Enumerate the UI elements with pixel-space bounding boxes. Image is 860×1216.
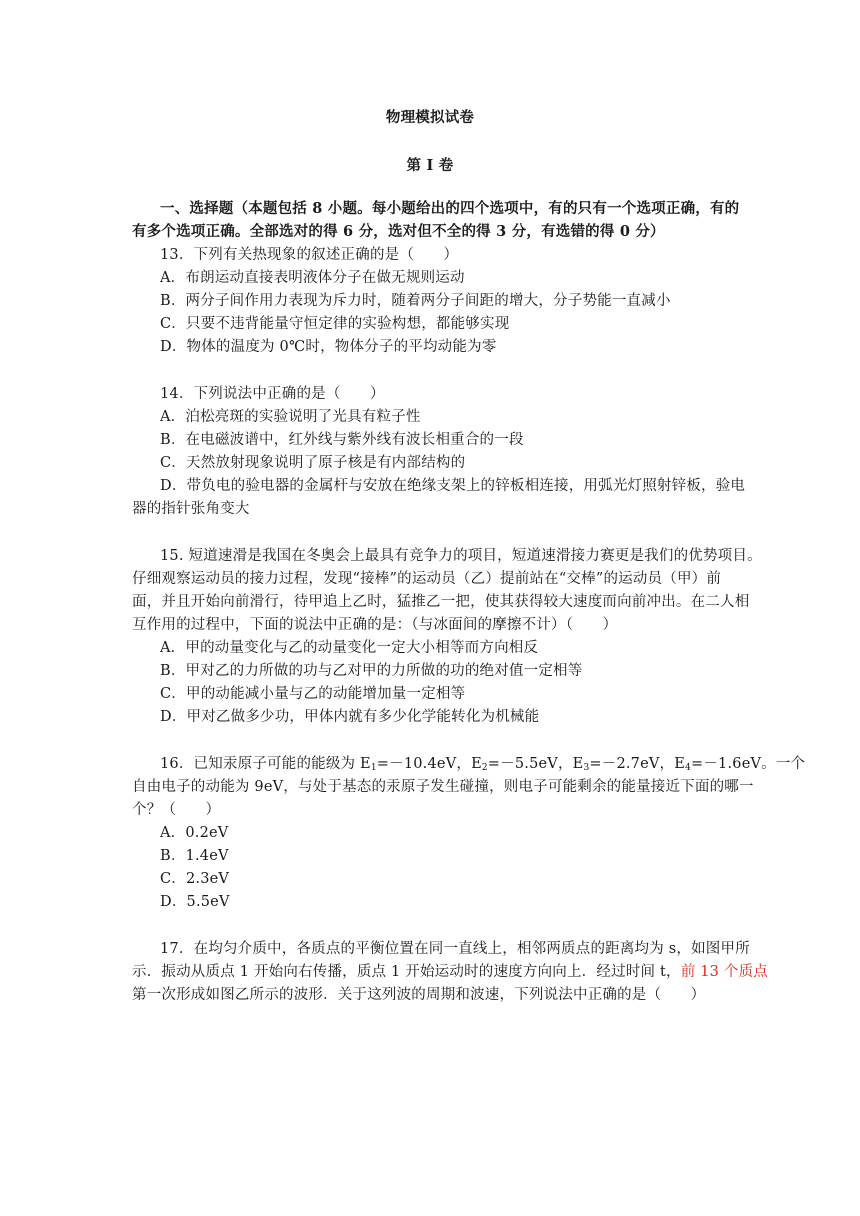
q16-stem-line-3: 个？（ ） — [132, 802, 221, 818]
q17-stem-line-1: 17．在均匀介质中，各质点的平衡位置在同一直线上，相邻两质点的距离均为 s，如图甲所 — [160, 941, 750, 957]
q17-stem-line-3: 第一次形成如图乙所示的波形．关于这列波的周期和波速，下列说法中正确的是（ ） — [132, 987, 706, 1003]
q15-option-c: C．甲的动能减小量与乙的动能增加量一定相等 — [160, 686, 466, 702]
q13-option-b: B．两分子间作用力表现为斥力时，随着两分子间距的增大，分子势能一直减小 — [160, 293, 671, 309]
q16-stem-line-2: 自由电子的动能为 9eV，与处于基态的汞原子发生碰撞，则电子可能剩余的能量接近下面的哪一 — [132, 779, 754, 795]
q13-option-a: A．布朗运动直接表明液体分子在做无规则运动 — [160, 270, 465, 286]
q16-option-a: A．0.2eV — [160, 825, 229, 841]
q15-stem-line-2: 仔细观察运动员的接力过程，发现“接棒”的运动员（乙）提前站在“交棒”的运动员（甲）前 — [132, 571, 722, 587]
q15-stem-line-3: 面，并且开始向前滑行，待甲追上乙时，猛推乙一把，使其获得较大速度而向前冲出。在二人相 — [132, 594, 750, 610]
q16-option-c: C．2.3eV — [160, 871, 230, 887]
q17-stem-line-2: 示．振动从质点 1 开始向右传播，质点 1 开始运动时的速度方向向上．经过时间 t，前 13 个质点 — [132, 964, 769, 980]
q16-stem-line-1: 16．已知汞原子可能的能级为 $E_1=-10.4eV$，$E_2=-5.5eV$，$E_3=-2.7eV$，$E_4=-1.6eV$。一个 — [160, 756, 806, 773]
q15-option-d: D．甲对乙做多少功，甲体内就有多少化学能转化为机械能 — [160, 709, 540, 725]
section-heading-line-2: 有多个选项正确。全部选对的得 6 分，选对但不全的得 3 分，有选错的得 0 分） — [132, 223, 665, 240]
q16-option-b: B．1.4eV — [160, 848, 229, 864]
q14-option-b: B．在电磁波谱中，红外线与紫外线有波长相重合的一段 — [160, 432, 524, 448]
q13-option-c: C．只要不违背能量守恒定律的实验构想，都能够实现 — [160, 316, 510, 332]
q15-option-a: A．甲的动量变化与乙的动量变化一定大小相等而方向相反 — [160, 640, 539, 656]
q17-highlight: 前 13 个质点 — [680, 964, 769, 980]
q14-option-c: C．天然放射现象说明了原子核是有内部结构的 — [160, 455, 466, 471]
q14-option-a: A．泊松亮斑的实验说明了光具有粒子性 — [160, 409, 421, 425]
q15-stem-line-1: 15. 短道速滑是我国在冬奥会上最具有竞争力的项目，短道速滑接力赛更是我们的优势项目。 — [160, 548, 762, 564]
q13-stem: 13．下列有关热现象的叙述正确的是（ ） — [160, 247, 459, 263]
q15-stem-line-4: 互作用的过程中，下面的说法中正确的是：（与冰面间的摩擦不计）（ ） — [132, 617, 618, 633]
q14-option-d-line-1: D．带负电的验电器的金属杆与安放在绝缘支架上的锌板相连接，用弧光灯照射锌板，验电 — [160, 478, 746, 494]
q14-stem: 14．下列说法中正确的是（ ） — [160, 386, 385, 402]
q16-option-d: D．5.5eV — [160, 894, 230, 910]
volume-heading: 第 Ⅰ 卷 — [406, 157, 454, 174]
exam-title: 物理模拟试卷 — [385, 109, 475, 126]
q14-option-d-line-2: 器的指针张角变大 — [132, 501, 250, 517]
section-heading-line-1: 一、选择题（本题包括 8 小题。每小题给出的四个选项中，有的只有一个选项正确，有的 — [160, 200, 740, 217]
q15-option-b: B．甲对乙的力所做的功与乙对甲的力所做的功的绝对值一定相等 — [160, 663, 583, 679]
q13-option-d: D．物体的温度为 0℃时，物体分子的平均动能为零 — [160, 339, 497, 355]
